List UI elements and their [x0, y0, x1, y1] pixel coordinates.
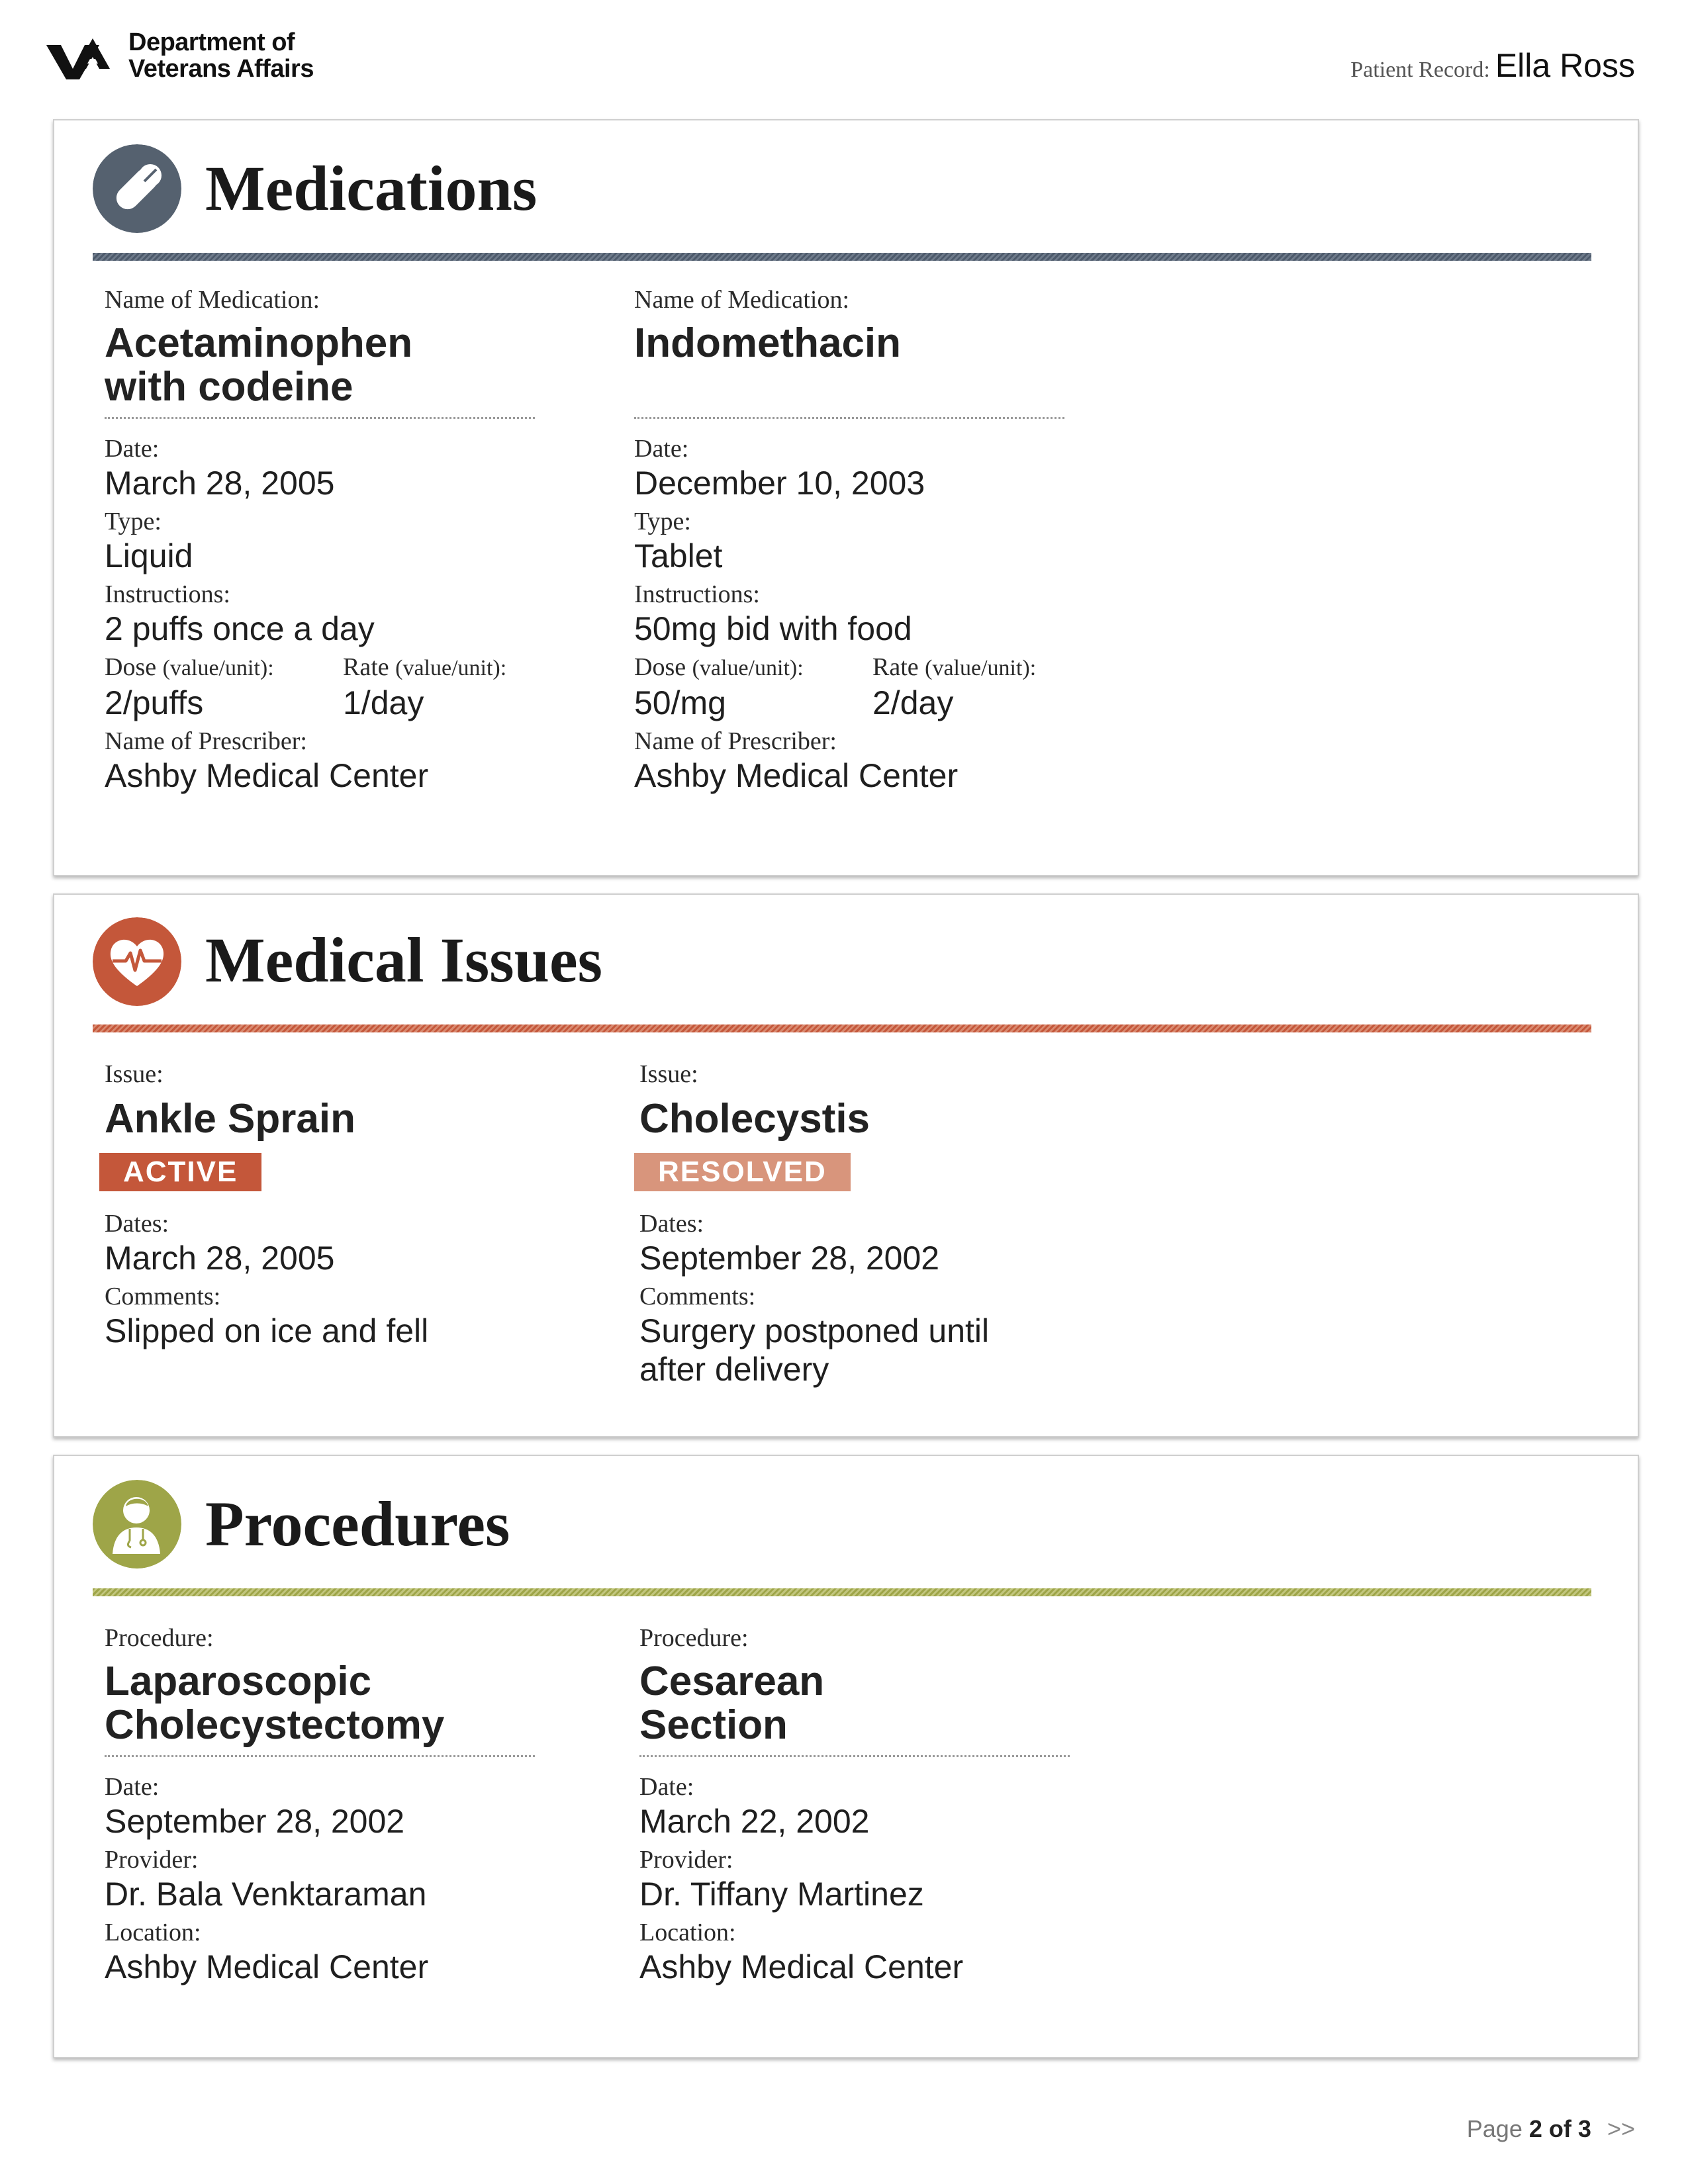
issue-dates: September 28, 2002 — [639, 1240, 940, 1277]
page-total: 3 — [1577, 2115, 1591, 2142]
rate-label-text: Rate — [872, 653, 919, 681]
procedure-name-line2: Section — [639, 1702, 788, 1748]
dose-unit-label: (value/unit): — [162, 656, 274, 680]
issue-comments-line2: after delivery — [639, 1351, 829, 1388]
agency-name — [128, 29, 314, 82]
medication-rate: 1/day — [343, 684, 424, 721]
heart-pulse-icon — [93, 917, 181, 1006]
procedure-label: Procedure: — [639, 1624, 749, 1652]
medication-name-line2: with codeine — [105, 364, 353, 410]
procedure-date: September 28, 2002 — [105, 1803, 405, 1840]
medical-issues-divider — [93, 1024, 1591, 1032]
dotted-divider — [634, 417, 1064, 419]
medications-title: Medications — [205, 153, 538, 224]
medication-entry — [105, 285, 581, 799]
issue-name: Cholecystis — [639, 1096, 870, 1142]
patient-record-label: Patient Record: — [1350, 58, 1490, 82]
medication-name-line2 — [634, 365, 1111, 409]
rate-unit-label: (value/unit): — [925, 656, 1037, 680]
issue-comments-line1: Slipped on ice and fell — [105, 1312, 429, 1349]
procedures-divider — [93, 1588, 1591, 1596]
dotted-divider — [105, 417, 535, 419]
provider-label: Provider: — [639, 1846, 733, 1874]
instructions-label: Instructions: — [634, 580, 760, 608]
issue-dates: March 28, 2005 — [105, 1240, 335, 1277]
dates-label: Dates: — [639, 1210, 704, 1238]
medication-dose: 2/puffs — [105, 684, 204, 721]
procedure-name-line1: Laparoscopic — [105, 1659, 372, 1704]
instructions-label: Instructions: — [105, 580, 230, 608]
medication-rate: 2/day — [872, 684, 954, 721]
va-logo-icon — [46, 34, 117, 81]
medication-prescriber: Ashby Medical Center — [105, 757, 429, 794]
dose-label — [634, 652, 872, 684]
medication-date: December 10, 2003 — [634, 465, 925, 502]
medication-date: March 28, 2005 — [105, 465, 335, 502]
location-label: Location: — [105, 1919, 201, 1946]
issue-comments-line1: Surgery postponed until — [639, 1312, 990, 1349]
procedure-provider: Dr. Bala Venktaraman — [105, 1876, 427, 1913]
rate-unit-label: (value/unit): — [395, 656, 507, 680]
procedure-entry — [105, 1623, 581, 1990]
provider-label: Provider: — [105, 1846, 199, 1874]
procedure-entry — [639, 1623, 1116, 1990]
date-label: Date: — [105, 1773, 160, 1801]
dose-label-text: Dose — [634, 653, 686, 681]
issue-name: Ankle Sprain — [105, 1096, 355, 1142]
medication-name-line1: Indomethacin — [634, 320, 902, 366]
dotted-divider — [639, 1755, 1070, 1757]
pill-icon — [93, 144, 181, 233]
procedure-name-line1: Cesarean — [639, 1659, 825, 1704]
issue-entry — [105, 1059, 581, 1354]
date-label: Date: — [639, 1773, 694, 1801]
page-header — [0, 0, 1688, 113]
issue-label: Issue: — [639, 1060, 698, 1088]
status-badge: ACTIVE — [99, 1153, 261, 1191]
dotted-divider — [105, 1755, 535, 1757]
dates-label: Dates: — [105, 1210, 169, 1238]
medication-instructions: 2 puffs once a day — [105, 610, 375, 647]
procedure-label: Procedure: — [105, 1624, 214, 1652]
medications-divider — [93, 253, 1591, 261]
next-page-link[interactable]: >> — [1607, 2115, 1635, 2142]
page-indicator — [1467, 2115, 1635, 2143]
type-label: Type: — [105, 508, 162, 535]
medication-prescriber: Ashby Medical Center — [634, 757, 959, 794]
medication-type: Liquid — [105, 537, 193, 574]
date-label: Date: — [105, 435, 160, 463]
rate-label-text: Rate — [343, 653, 389, 681]
dose-unit-label: (value/unit): — [692, 656, 804, 680]
doctor-icon — [93, 1480, 181, 1569]
medication-dose: 50/mg — [634, 684, 726, 721]
agency-name-line2: Veterans Affairs — [128, 55, 314, 83]
comments-label: Comments: — [105, 1283, 221, 1310]
medication-type: Tablet — [634, 537, 723, 574]
type-label: Type: — [634, 508, 691, 535]
procedures-title: Procedures — [205, 1488, 510, 1559]
dose-label-text: Dose — [105, 653, 157, 681]
location-label: Location: — [639, 1919, 736, 1946]
issue-entry — [639, 1059, 1116, 1392]
procedures-section — [53, 1455, 1639, 2058]
procedure-date: March 22, 2002 — [639, 1803, 870, 1840]
medical-issues-section — [53, 893, 1639, 1437]
medication-name-line1: Acetaminophen — [105, 320, 413, 366]
patient-name: Ella Ross — [1495, 47, 1635, 84]
procedure-provider: Dr. Tiffany Martinez — [639, 1876, 924, 1913]
procedure-location: Ashby Medical Center — [639, 1948, 964, 1985]
issue-label: Issue: — [105, 1060, 164, 1088]
medication-entry — [634, 285, 1111, 799]
page-word: Page — [1466, 2115, 1523, 2142]
procedure-name-line2: Cholecystectomy — [105, 1702, 445, 1748]
date-label: Date: — [634, 435, 689, 463]
dose-label — [105, 652, 343, 684]
medication-name-label: Name of Medication: — [634, 286, 850, 314]
medication-name-label: Name of Medication: — [105, 286, 320, 314]
agency-name-line1: Department of — [128, 28, 295, 56]
medical-issues-title: Medical Issues — [205, 925, 602, 995]
patient-record — [1350, 46, 1635, 85]
page-current: 2 — [1528, 2115, 1542, 2142]
prescriber-label: Name of Prescriber: — [105, 727, 307, 755]
comments-label: Comments: — [639, 1283, 756, 1310]
medication-instructions: 50mg bid with food — [634, 610, 912, 647]
rate-label — [343, 652, 581, 684]
procedure-location: Ashby Medical Center — [105, 1948, 429, 1985]
page-of: of — [1548, 2115, 1571, 2142]
medications-section — [53, 119, 1639, 876]
rate-label — [872, 652, 1111, 684]
status-badge: RESOLVED — [634, 1153, 851, 1191]
prescriber-label: Name of Prescriber: — [634, 727, 837, 755]
